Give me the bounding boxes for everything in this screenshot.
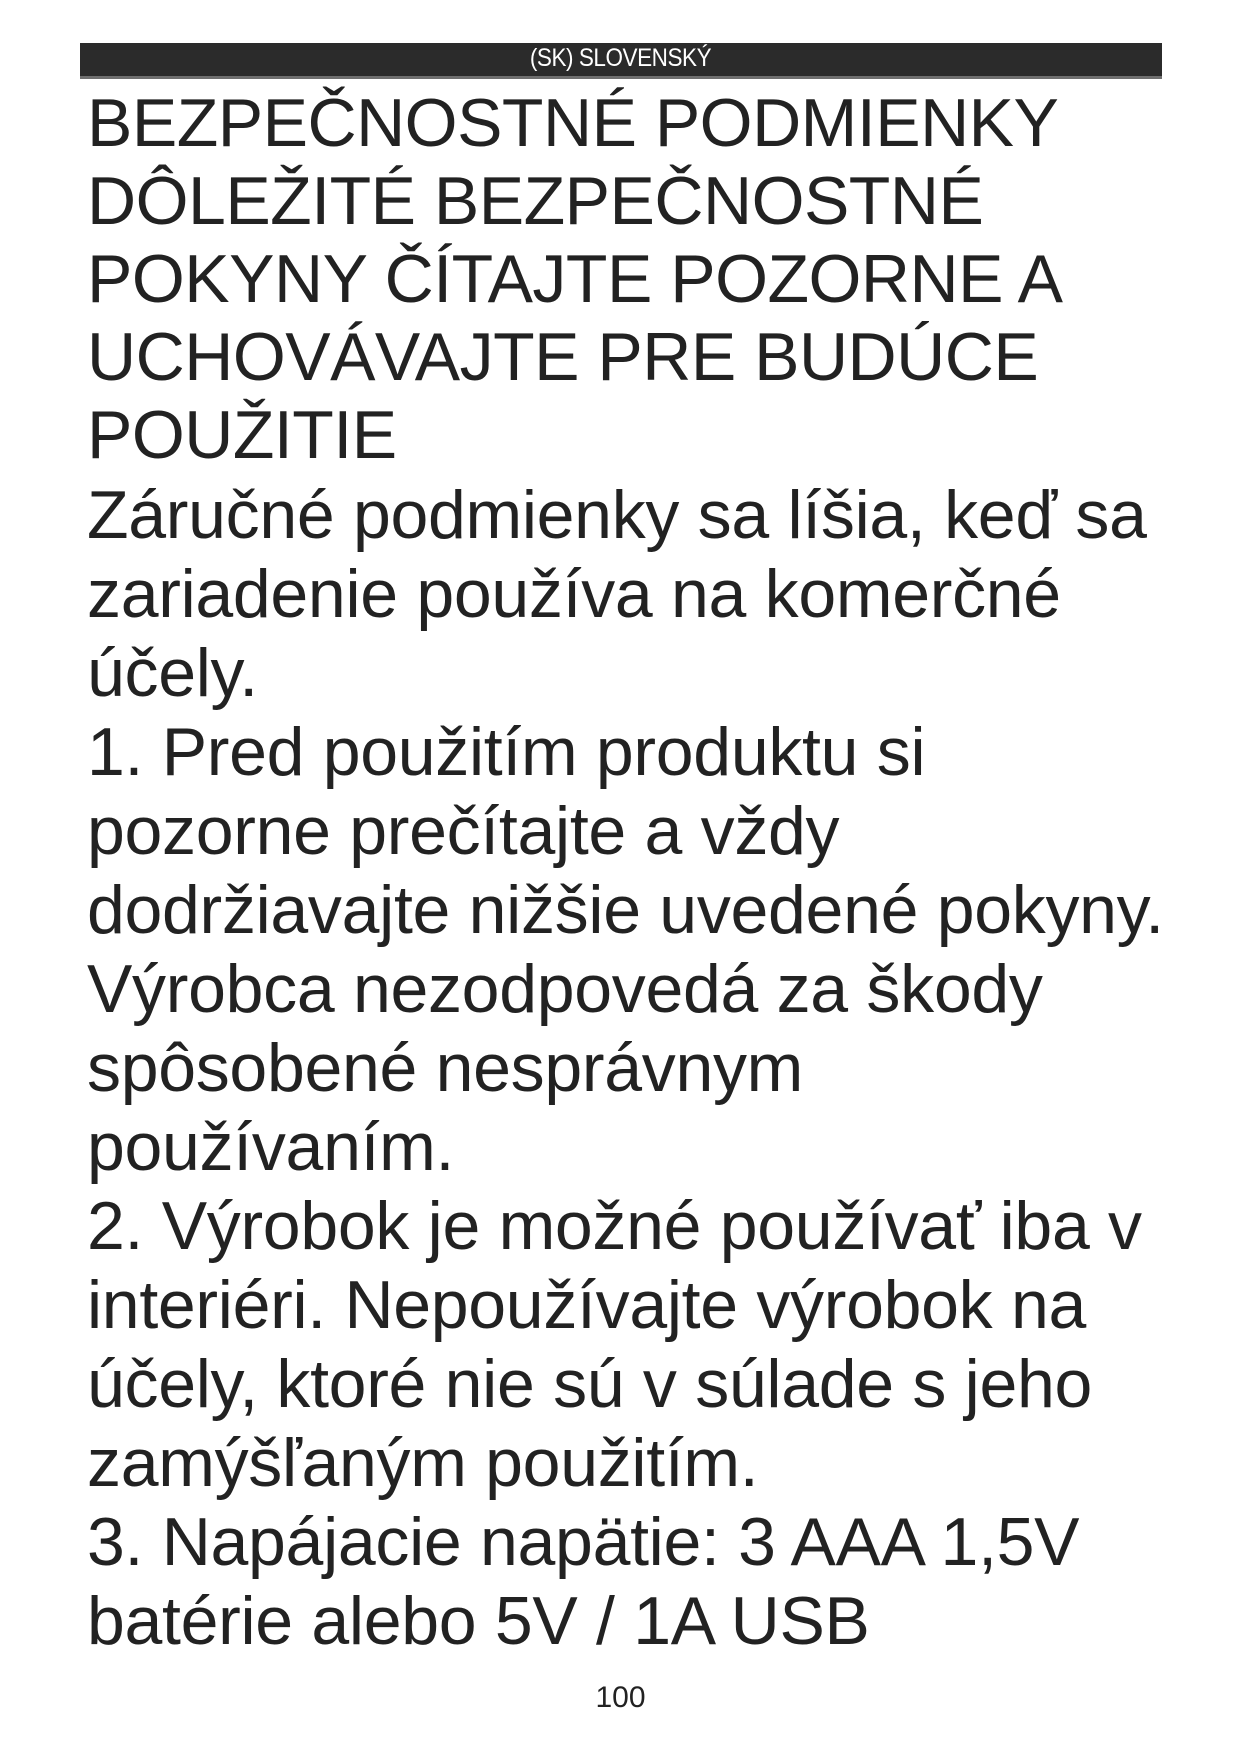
page-number: 100 xyxy=(595,1681,646,1714)
warranty-note: Záručné podmienky sa líšia, keď sa zariadenie používa na komerčné účely. xyxy=(87,477,1147,711)
instruction-item-2: 2. Výrobok je možné používať iba v interiéri. Nepoužívajte výrobok na účely, ktoré nie sú v súlade s jeho zamýšľaným použitím. xyxy=(87,1188,1142,1501)
instruction-item-3: 3. Napájacie napätie: 3 AAA 1,5V batérie alebo 5V / 1A USB xyxy=(87,1504,1080,1659)
document-content xyxy=(87,84,1187,1661)
instruction-item-1: 1. Pred použitím produktu si pozorne prečítajte a vždy dodržiavajte nižšie uvedené pokyny. Výrobca nezodpovedá za škody spôsobené nesprávnym používaním. xyxy=(87,714,1164,1185)
safety-heading: BEZPEČNOSTNÉ PODMIENKY DÔLEŽITÉ BEZPEČNOSTNÉ POKYNY ČÍTAJTE POZORNE A UCHOVÁVAJTE PRE BUDÚCE POUŽITIE xyxy=(87,85,1059,473)
language-label: (SK) SLOVENSKÝ xyxy=(529,44,712,72)
